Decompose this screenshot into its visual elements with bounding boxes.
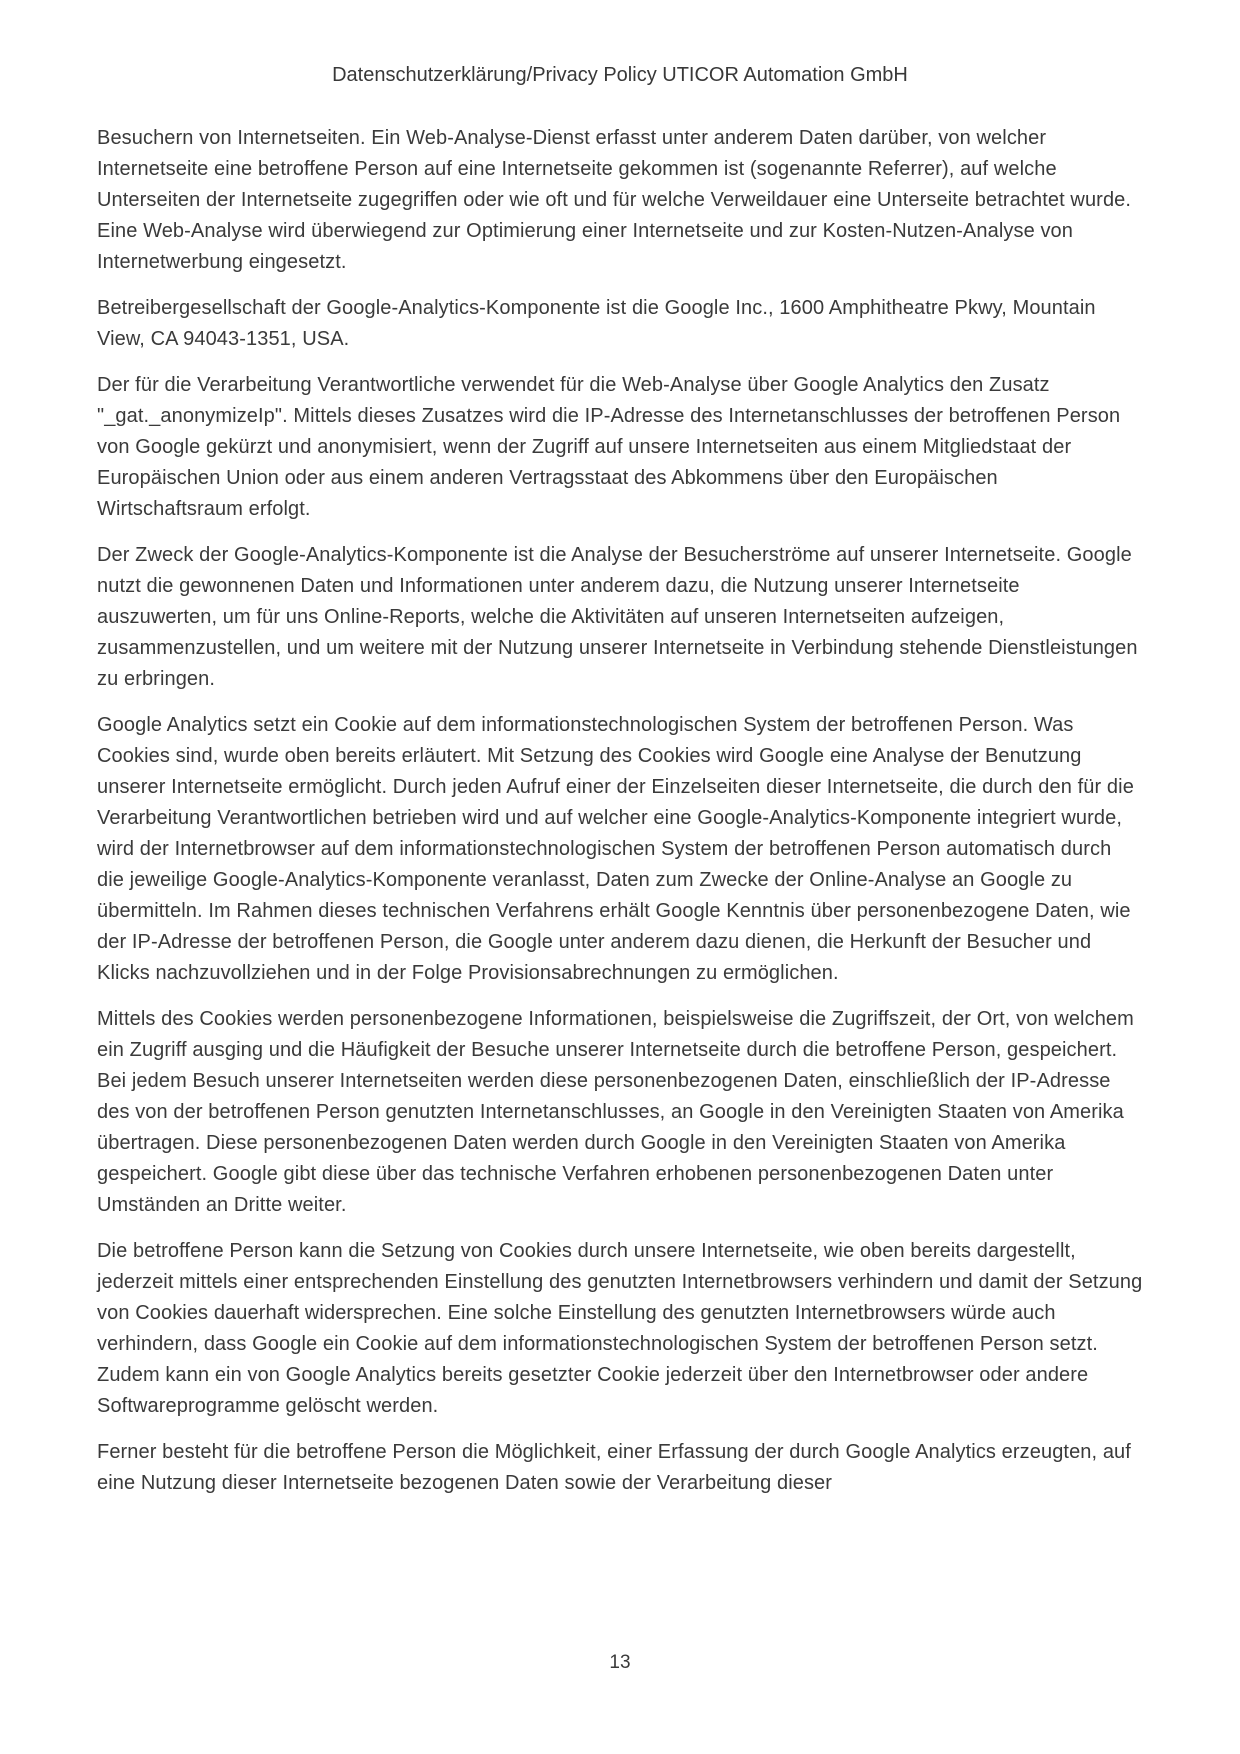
page-number: 13 <box>609 1652 631 1673</box>
paragraph: Besuchern von Internetseiten. Ein Web-Analyse-Dienst erfasst unter anderem Daten darüber, von welcher Internetseite eine betroffene Person auf eine Internetseite gekommen ist (sogenannte Referrer), auf welche Unterseiten der Internetseite zugegriffen oder wie oft und für welche Verweildauer eine Unterseite betrachtet wurde. Eine Web-Analyse wird überwiegend zur Optimierung einer Internetseite und zur Kosten-Nutzen-Analyse von Internetwerbung eingesetzt. <box>97 127 1132 273</box>
paragraph: Google Analytics setzt ein Cookie auf dem informationstechnologischen System der betroffenen Person. Was Cookies sind, wurde oben bereits erläutert. Mit Setzung des Cookies wird Google eine Analyse der Benutzung unserer Internetseite ermöglicht. Durch jeden Aufruf einer der Einzelseiten dieser Internetseite, die durch den für die Verarbeitung Verantwortlichen betrieben wird und auf welcher eine Google-Analytics-Komponente integriert wurde, wird der Internetbrowser auf dem informationstechnologischen System der betroffenen Person automatisch durch die jeweilige Google-Analytics-Komponente veranlasst, Daten zum Zwecke der Online-Analyse an Google zu übermitteln. Im Rahmen dieses technischen Verfahrens erhält Google Kenntnis über personenbezogene Daten, wie der IP-Adresse der betroffenen Person, die Google unter anderem dazu dienen, die Herkunft der Besucher und Klicks nachzuvollziehen und in der Folge Provisionsabrechnungen zu ermöglichen. <box>97 714 1134 984</box>
paragraph: Die betroffene Person kann die Setzung von Cookies durch unsere Internetseite, wie oben bereits dargestellt, jederzeit mittels einer entsprechenden Einstellung des genutzten Internetbrowsers verhindern und damit der Setzung von Cookies dauerhaft widersprechen. Eine solche Einstellung des genutzten Internetbrowsers würde auch verhindern, dass Google ein Cookie auf dem informationstechnologischen System der betroffenen Person setzt. Zudem kann ein von Google Analytics bereits gesetzter Cookie jederzeit über den Internetbrowser oder andere Softwareprogramme gelöscht werden. <box>97 1240 1143 1417</box>
body-text <box>97 123 1143 1499</box>
paragraph: Der Zweck der Google-Analytics-Komponente ist die Analyse der Besucherströme auf unserer Internetseite. Google nutzt die gewonnenen Daten und Informationen unter anderem dazu, die Nutzung unserer Internetseite auszuwerten, um für uns Online-Reports, welche die Aktivitäten auf unseren Internetseiten aufzeigen, zusammenzustellen, und um weitere mit der Nutzung unserer Internetseite in Verbindung stehende Dienstleistungen zu erbringen. <box>97 544 1138 690</box>
paragraph: Der für die Verarbeitung Verantwortliche verwendet für die Web-Analyse über Google Analytics den Zusatz "_gat._anonymizeIp". Mittels dieses Zusatzes wird die IP-Adresse des Internetanschlusses der betroffenen Person von Google gekürzt und anonymisiert, wenn der Zugriff auf unsere Internetseiten aus einem Mitgliedstaat der Europäischen Union oder aus einem anderen Vertragsstaat des Abkommens über den Europäischen Wirtschaftsraum erfolgt. <box>97 374 1121 520</box>
paragraph: Ferner besteht für die betroffene Person die Möglichkeit, einer Erfassung der durch Google Analytics erzeugten, auf eine Nutzung dieser Internetseite bezogenen Daten sowie der Verarbeitung dieser <box>97 1441 1131 1494</box>
page-title: Datenschutzerklärung/Privacy Policy UTICOR Automation GmbH <box>332 64 908 86</box>
paragraph: Mittels des Cookies werden personenbezogene Informationen, beispielsweise die Zugriffszeit, der Ort, von welchem ein Zugriff ausging und die Häufigkeit der Besuche unserer Internetseite durch die betroffene Person, gespeichert. Bei jedem Besuch unserer Internetseiten werden diese personenbezogenen Daten, einschließlich der IP-Adresse des von der betroffenen Person genutzten Internetanschlusses, an Google in den Vereinigten Staaten von Amerika übertragen. Diese personenbezogenen Daten werden durch Google in den Vereinigten Staaten von Amerika gespeichert. Google gibt diese über das technische Verfahren erhobenen personenbezogenen Daten unter Umständen an Dritte weiter. <box>97 1008 1134 1216</box>
paragraph: Betreibergesellschaft der Google-Analytics-Komponente ist die Google Inc., 1600 Amphitheatre Pkwy, Mountain View, CA 94043-1351, USA. <box>97 297 1096 350</box>
